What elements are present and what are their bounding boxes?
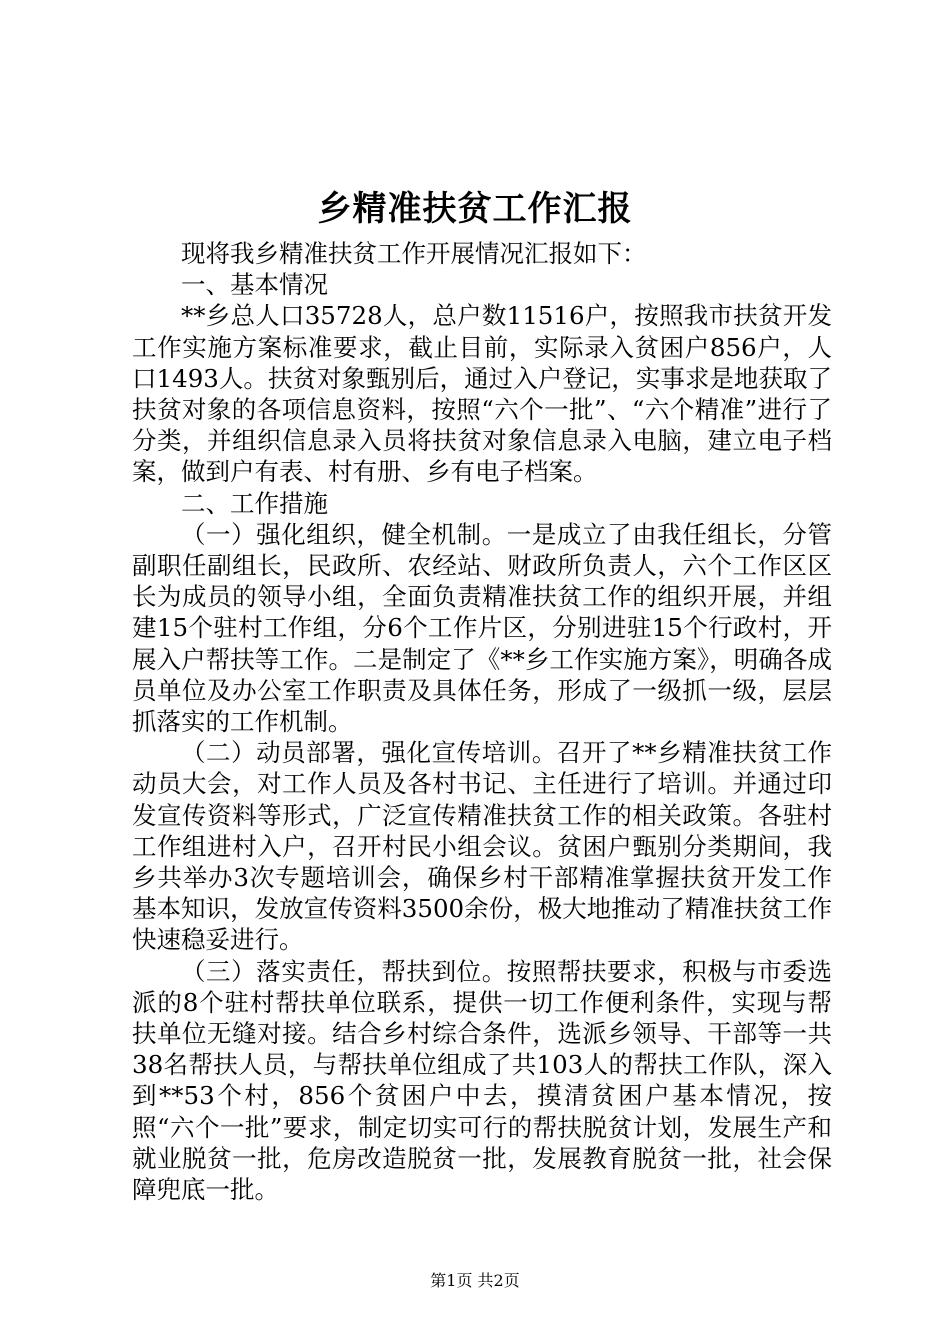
- document-body: [132, 238, 832, 1205]
- page-footer: 第1页 共2页: [430, 1271, 520, 1290]
- document-title: 乡精准扶贫工作汇报: [317, 189, 633, 229]
- measure-paragraph-2: （二）动员部署，强化宣传培训。召开了**乡精准扶贫工作动员大会，对工作人员及各村书记、主任进行了培训。并通过印发宣传资料等形式，广泛宣传精准扶贫工作的相关政策。各驻村工作组进村入户，召开村民小组会议。贫困户甄别分类期间，我乡共举办3次专题培训会，确保乡村干部精准掌握扶贫开发工作基本知识，发放宣传资料3500余份，极大地推动了精准扶贫工作快速稳妥进行。: [132, 738, 832, 955]
- basic-situation-paragraph: **乡总人口35728人，总户数11516户，按照我市扶贫开发工作实施方案标准要求，截止目前，实际录入贫困户856户，人口1493人。扶贫对象甄别后，通过入户登记，实事求是地获取了扶贫对象的各项信息资料，按照“六个一批”、“六个精准”进行了分类，并组织信息录入员将扶贫对象信息录入电脑，建立电子档案，做到户有表、村有册、乡有电子档案。: [132, 301, 832, 487]
- section-heading-measures: 二、工作措施: [181, 488, 328, 518]
- section-heading-basic: 一、基本情况: [181, 270, 328, 300]
- intro-paragraph: 现将我乡精准扶贫工作开展情况汇报如下：: [181, 239, 647, 268]
- measure-paragraph-3: （三）落实责任，帮扶到位。按照帮扶要求，积极与市委选派的8个驻村帮扶单位联系，提供一切工作便利条件，实现与帮扶单位无缝对接。结合乡村综合条件，选派乡领导、干部等一共38名帮扶人员，与帮扶单位组成了共103人的帮扶工作队，深入到**53个村，856个贫困户中去，摸清贫困户基本情况，按照“六个一批”要求，制定切实可行的帮扶脱贫计划，发展生产和就业脱贫一批，危房改造脱贫一批，发展教育脱贫一批，社会保障兜底一批。: [132, 956, 832, 1205]
- measure-paragraph-1: （一）强化组织，健全机制。一是成立了由我任组长，分管副职任副组长，民政所、农经站、财政所负责人，六个工作区区长为成员的领导小组，全面负责精准扶贫工作的组织开展，并组建15个驻村工作组，分6个工作片区，分别进驻15个行政村，开展入户帮扶等工作。二是制定了《**乡工作实施方案》，明确各成员单位及办公室工作职责及具体任务，形成了一级抓一级，层层抓落实的工作机制。: [132, 519, 832, 737]
